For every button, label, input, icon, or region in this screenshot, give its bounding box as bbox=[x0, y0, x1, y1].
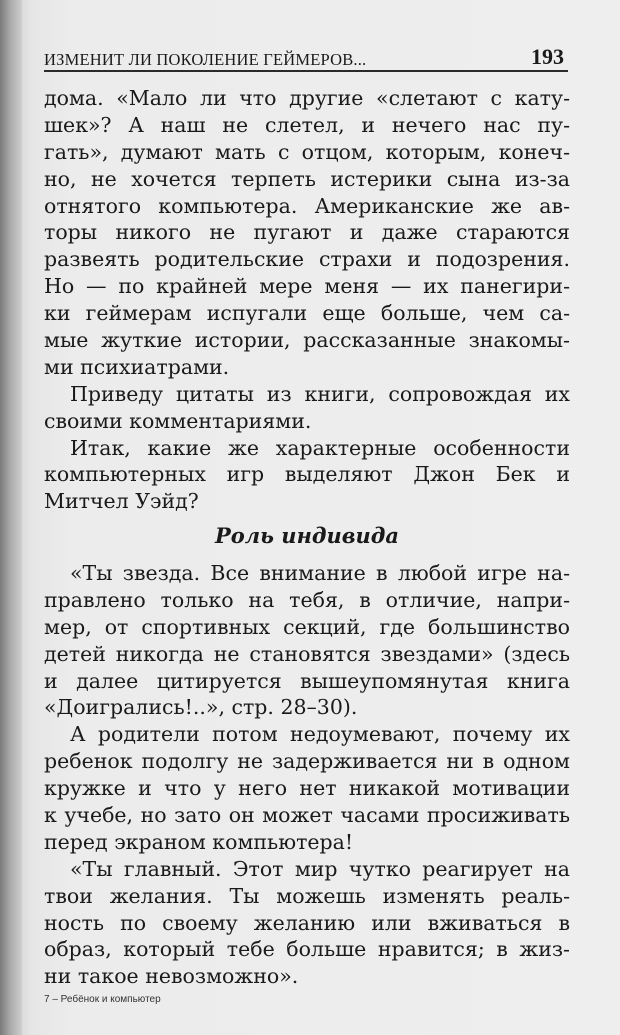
text-line: и далее цитируется вышеупомянутая книга bbox=[44, 668, 570, 693]
text-line: «Ты звезда. Все внимание в любой игре на- bbox=[70, 561, 570, 585]
running-head-title: ИЗМЕНИТ ЛИ ПОКОЛЕНИЕ ГЕЙМЕРОВ... bbox=[44, 50, 367, 69]
book-spine-shadow bbox=[0, 0, 22, 1035]
paragraph-6 bbox=[44, 856, 570, 990]
text-line: торы никого не пугают и даже стараются bbox=[44, 220, 570, 245]
text-line: развеять родительские страхи и подозрения. bbox=[44, 247, 570, 272]
text-line: А родители потом недоумевают, почему их bbox=[70, 722, 570, 747]
text-line: компьютерных игр выделяют Джон Бек и bbox=[44, 462, 570, 487]
paragraph-4 bbox=[44, 560, 570, 721]
text-line: твои желания. Ты можешь изменять реаль- bbox=[44, 883, 570, 908]
running-head bbox=[44, 44, 568, 70]
text-line: Приведу цитаты из книги, сопровождая их bbox=[70, 381, 570, 406]
text-line: «Доигрались!..», стр. 28–30). bbox=[44, 695, 358, 720]
signature-footer: 7 – Ребёнок и компьютер bbox=[44, 994, 161, 1005]
text-line: перед экраном компьютера! bbox=[44, 829, 354, 854]
text-line: образ, который тебе больше нравится; в жиз- bbox=[44, 937, 570, 962]
page-number: 193 bbox=[531, 44, 564, 69]
text-line: Но — по крайней мере меня — их панегири- bbox=[44, 274, 570, 299]
text-line: шек»? А наш не слетел, и нечего нас пу- bbox=[44, 112, 570, 137]
body-text-bottom bbox=[44, 560, 570, 990]
text-line: мер, от спортивных секций, где большинство bbox=[44, 614, 570, 639]
text-line: к учебе, но зато он может часами просиживать bbox=[44, 803, 570, 828]
text-line: Итак, какие же характерные особенности bbox=[70, 435, 570, 460]
text-line: отнятого компьютера. Американские же ав- bbox=[44, 193, 570, 218]
text-line: ность по своему желанию или вживаться в bbox=[44, 910, 570, 935]
paragraph-1 bbox=[44, 85, 570, 381]
text-line: Митчел Уэйд? bbox=[44, 489, 199, 514]
section-heading: Роль индивида bbox=[214, 523, 400, 548]
text-line: ни такое невозможно». bbox=[44, 964, 299, 989]
text-line: правлено только на тебя, в отличие, напри- bbox=[44, 587, 570, 612]
text-line: мые жуткие истории, рассказанные знакомы- bbox=[44, 328, 570, 353]
text-line: но, не хочется терпеть истерики сына из-за bbox=[44, 166, 570, 191]
text-line: детей никогда не становятся звездами» (здесь bbox=[44, 641, 570, 666]
text-line: кружке и что у него нет никакой мотивации bbox=[44, 776, 570, 801]
paragraph-3 bbox=[44, 435, 570, 516]
text-line: своими комментариями. bbox=[44, 408, 312, 433]
body-text-top bbox=[44, 85, 570, 515]
text-line: ми психиатрами. bbox=[44, 354, 230, 379]
text-line: «Ты главный. Этот мир чутко реагирует на bbox=[70, 856, 570, 881]
paragraph-5 bbox=[44, 721, 570, 855]
running-head-rule bbox=[44, 70, 568, 72]
text-line: гать», думают мать с отцом, которым, конеч- bbox=[44, 139, 570, 164]
text-line: ки геймерам испугали еще больше, чем са- bbox=[44, 301, 570, 326]
text-line: ребенок подолгу не задерживается ни в одном bbox=[44, 749, 570, 774]
text-line: дома. «Мало ли что другие «слетают с кату- bbox=[44, 86, 570, 110]
paragraph-2 bbox=[44, 381, 570, 435]
